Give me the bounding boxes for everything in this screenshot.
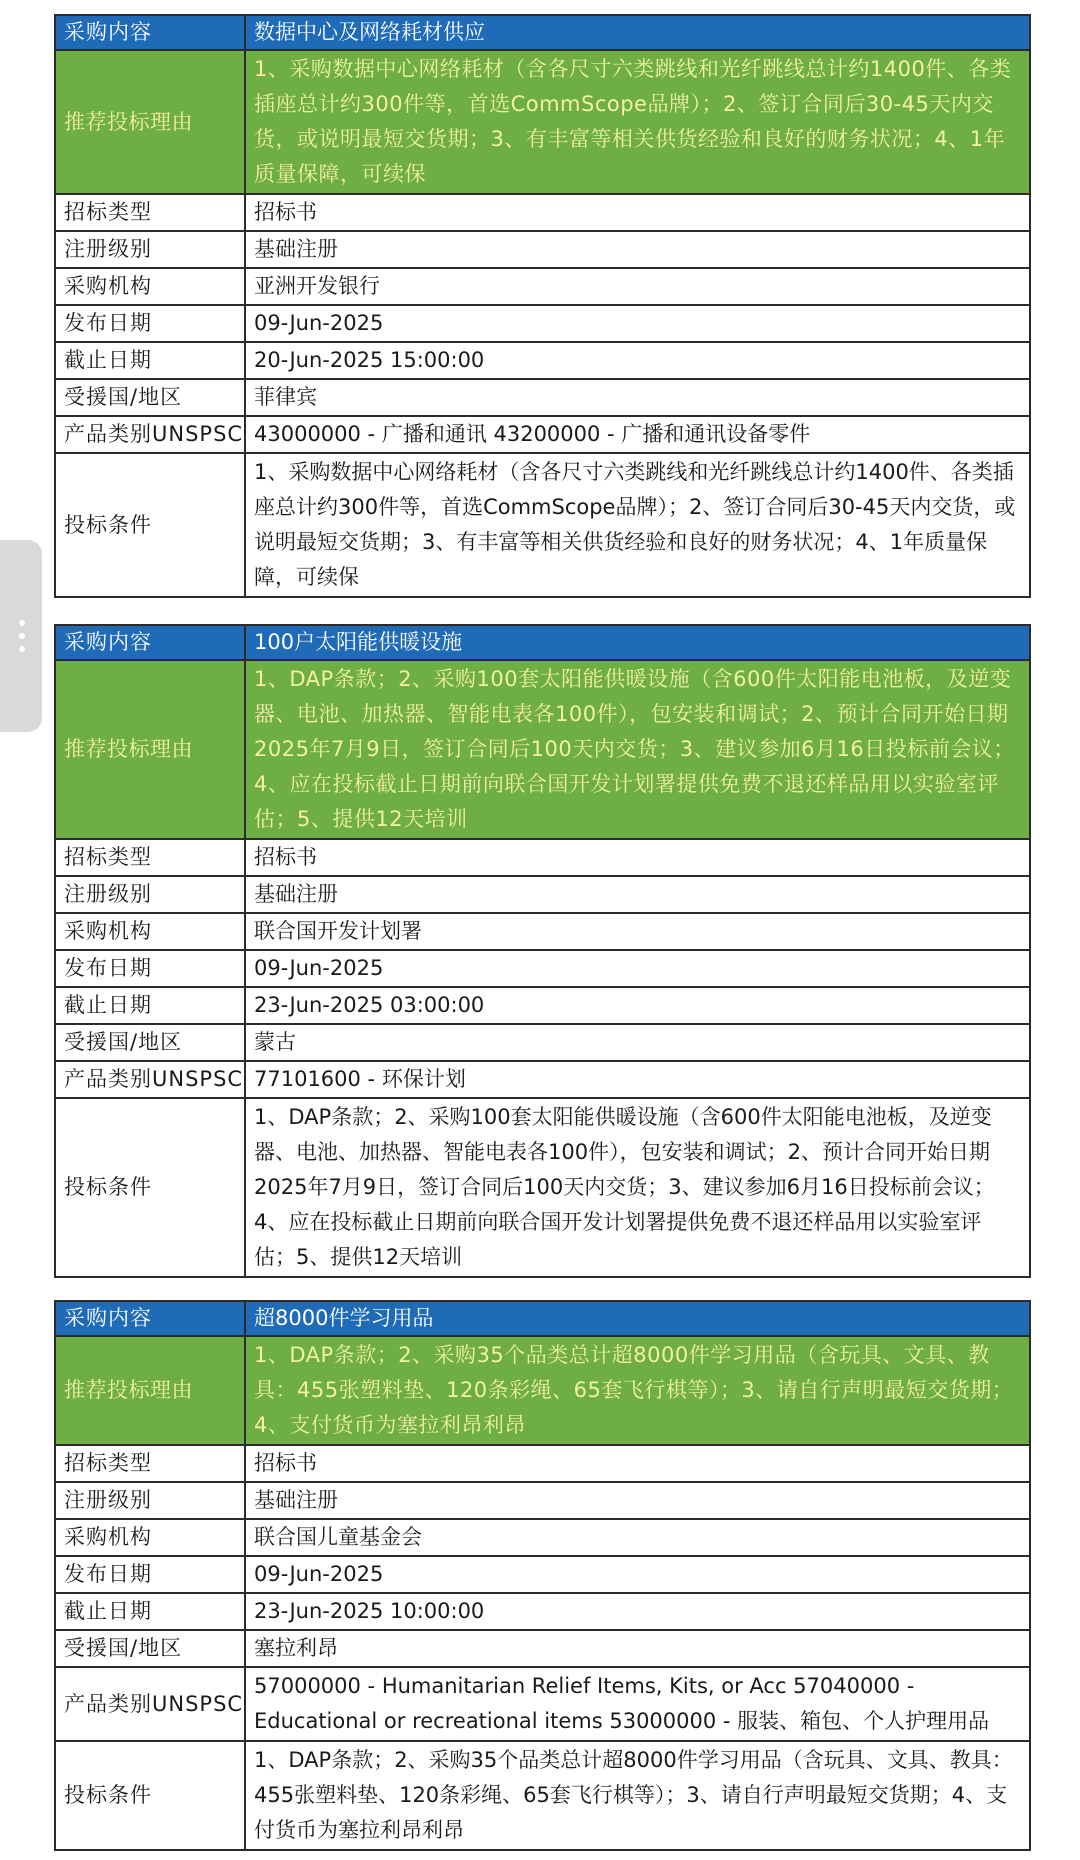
procurement-content-value: 100户太阳能供暖设施 [245, 625, 1030, 660]
tender-type-value: 招标书 [245, 839, 1030, 876]
tender-table [54, 624, 1031, 1278]
agency-value: 联合国开发计划署 [245, 913, 1030, 950]
country-row [55, 1024, 1030, 1061]
category-value: 57000000 - Humanitarian Relief Items, Kits, or Acc 57040000 - Educational or recreational items 53000000 - 服装、箱包、个人护理用品 [245, 1667, 1030, 1741]
handle-dot-icon [19, 620, 25, 626]
deadline-value: 23-Jun-2025 10:00:00 [245, 1593, 1030, 1630]
country-value: 塞拉利昂 [245, 1630, 1030, 1667]
published-date-row [55, 1556, 1030, 1593]
procurement-content-row [55, 1301, 1030, 1336]
procurement-content-row [55, 15, 1030, 50]
deadline-row [55, 342, 1030, 379]
registration-level-value: 基础注册 [245, 231, 1030, 268]
country-value: 菲律宾 [245, 379, 1030, 416]
category-row [55, 1061, 1030, 1098]
agency-label: 采购机构 [55, 913, 245, 950]
recommend-reason-label: 推荐投标理由 [55, 660, 245, 839]
procurement-content-label: 采购内容 [55, 625, 245, 660]
country-row [55, 1630, 1030, 1667]
registration-level-row [55, 231, 1030, 268]
country-label: 受援国/地区 [55, 379, 245, 416]
agency-row [55, 268, 1030, 305]
tender-type-value: 招标书 [245, 1445, 1030, 1482]
tender-table [54, 1300, 1031, 1851]
category-value: 43000000 - 广播和通讯 43200000 - 广播和通讯设备零件 [245, 416, 1030, 453]
tender-table [54, 14, 1031, 598]
published-date-label: 发布日期 [55, 1556, 245, 1593]
agency-value: 亚洲开发银行 [245, 268, 1030, 305]
agency-value: 联合国儿童基金会 [245, 1519, 1030, 1556]
published-date-value: 09-Jun-2025 [245, 305, 1030, 342]
conditions-value: 1、采购数据中心网络耗材（含各尺寸六类跳线和光纤跳线总计约1400件、各类插座总计约300件等，首选CommScope品牌）；2、签订合同后30-45天内交货，或说明最短交货期；3、有丰富等相关供货经验和良好的财务状况；4、1年质量保障，可续保 [245, 453, 1030, 597]
country-label: 受援国/地区 [55, 1024, 245, 1061]
registration-level-value: 基础注册 [245, 876, 1030, 913]
published-date-value: 09-Jun-2025 [245, 1556, 1030, 1593]
side-drawer-handle[interactable] [0, 540, 42, 732]
agency-row [55, 1519, 1030, 1556]
conditions-row [55, 453, 1030, 597]
published-date-row [55, 950, 1030, 987]
deadline-row [55, 1593, 1030, 1630]
recommend-reason-value: 1、DAP条款；2、采购35个品类总计超8000件学习用品（含玩具、文具、教具：455张塑料垫、120条彩绳、65套飞行棋等）；3、请自行声明最短交货期；4、支付货币为塞拉利昂利昂 [245, 1336, 1030, 1445]
procurement-content-row [55, 625, 1030, 660]
deadline-label: 截止日期 [55, 987, 245, 1024]
conditions-value: 1、DAP条款；2、采购100套太阳能供暖设施（含600件太阳能电池板，及逆变器、电池、加热器、智能电表各100件），包安装和调试；2、预计合同开始日期2025年7月9日，签订合同后100天内交货；3、建议参加6月16日投标前会议；4、应在投标截止日期前向联合国开发计划署提供免费不退还样品用以实验室评估；5、提供12天培训 [245, 1098, 1030, 1277]
handle-dot-icon [19, 633, 25, 639]
tender-type-row [55, 1445, 1030, 1482]
registration-level-value: 基础注册 [245, 1482, 1030, 1519]
published-date-value: 09-Jun-2025 [245, 950, 1030, 987]
agency-label: 采购机构 [55, 1519, 245, 1556]
category-row [55, 416, 1030, 453]
handle-dot-icon [19, 646, 25, 652]
agency-row [55, 913, 1030, 950]
category-row [55, 1667, 1030, 1741]
category-value: 77101600 - 环保计划 [245, 1061, 1030, 1098]
deadline-value: 23-Jun-2025 03:00:00 [245, 987, 1030, 1024]
deadline-value: 20-Jun-2025 15:00:00 [245, 342, 1030, 379]
category-label: 产品类别UNSPSC [55, 1667, 245, 1741]
tender-type-label: 招标类型 [55, 839, 245, 876]
published-date-label: 发布日期 [55, 950, 245, 987]
recommend-reason-row [55, 660, 1030, 839]
conditions-label: 投标条件 [55, 453, 245, 597]
registration-level-label: 注册级别 [55, 231, 245, 268]
conditions-label: 投标条件 [55, 1741, 245, 1850]
recommend-reason-value: 1、采购数据中心网络耗材（含各尺寸六类跳线和光纤跳线总计约1400件、各类插座总计约300件等，首选CommScope品牌）；2、签订合同后30-45天内交货，或说明最短交货期；3、有丰富等相关供货经验和良好的财务状况；4、1年质量保障，可续保 [245, 50, 1030, 194]
tender-type-value: 招标书 [245, 194, 1030, 231]
agency-label: 采购机构 [55, 268, 245, 305]
registration-level-label: 注册级别 [55, 876, 245, 913]
procurement-content-value: 超8000件学习用品 [245, 1301, 1030, 1336]
deadline-label: 截止日期 [55, 1593, 245, 1630]
recommend-reason-value: 1、DAP条款；2、采购100套太阳能供暖设施（含600件太阳能电池板，及逆变器、电池、加热器、智能电表各100件），包安装和调试；2、预计合同开始日期2025年7月9日，签订合同后100天内交货；3、建议参加6月16日投标前会议；4、应在投标截止日期前向联合国开发计划署提供免费不退还样品用以实验室评估；5、提供12天培训 [245, 660, 1030, 839]
conditions-row [55, 1098, 1030, 1277]
conditions-label: 投标条件 [55, 1098, 245, 1277]
category-label: 产品类别UNSPSC [55, 416, 245, 453]
deadline-label: 截止日期 [55, 342, 245, 379]
country-label: 受援国/地区 [55, 1630, 245, 1667]
published-date-row [55, 305, 1030, 342]
registration-level-row [55, 876, 1030, 913]
recommend-reason-label: 推荐投标理由 [55, 1336, 245, 1445]
procurement-content-value: 数据中心及网络耗材供应 [245, 15, 1030, 50]
conditions-row [55, 1741, 1030, 1850]
country-value: 蒙古 [245, 1024, 1030, 1061]
tender-type-label: 招标类型 [55, 1445, 245, 1482]
category-label: 产品类别UNSPSC [55, 1061, 245, 1098]
country-row [55, 379, 1030, 416]
registration-level-row [55, 1482, 1030, 1519]
tender-type-row [55, 839, 1030, 876]
recommend-reason-row [55, 50, 1030, 194]
conditions-value: 1、DAP条款；2、采购35个品类总计超8000件学习用品（含玩具、文具、教具：455张塑料垫、120条彩绳、65套飞行棋等）；3、请自行声明最短交货期；4、支付货币为塞拉利昂利昂 [245, 1741, 1030, 1850]
tender-type-label: 招标类型 [55, 194, 245, 231]
published-date-label: 发布日期 [55, 305, 245, 342]
recommend-reason-label: 推荐投标理由 [55, 50, 245, 194]
deadline-row [55, 987, 1030, 1024]
procurement-content-label: 采购内容 [55, 15, 245, 50]
registration-level-label: 注册级别 [55, 1482, 245, 1519]
tender-type-row [55, 194, 1030, 231]
procurement-content-label: 采购内容 [55, 1301, 245, 1336]
recommend-reason-row [55, 1336, 1030, 1445]
